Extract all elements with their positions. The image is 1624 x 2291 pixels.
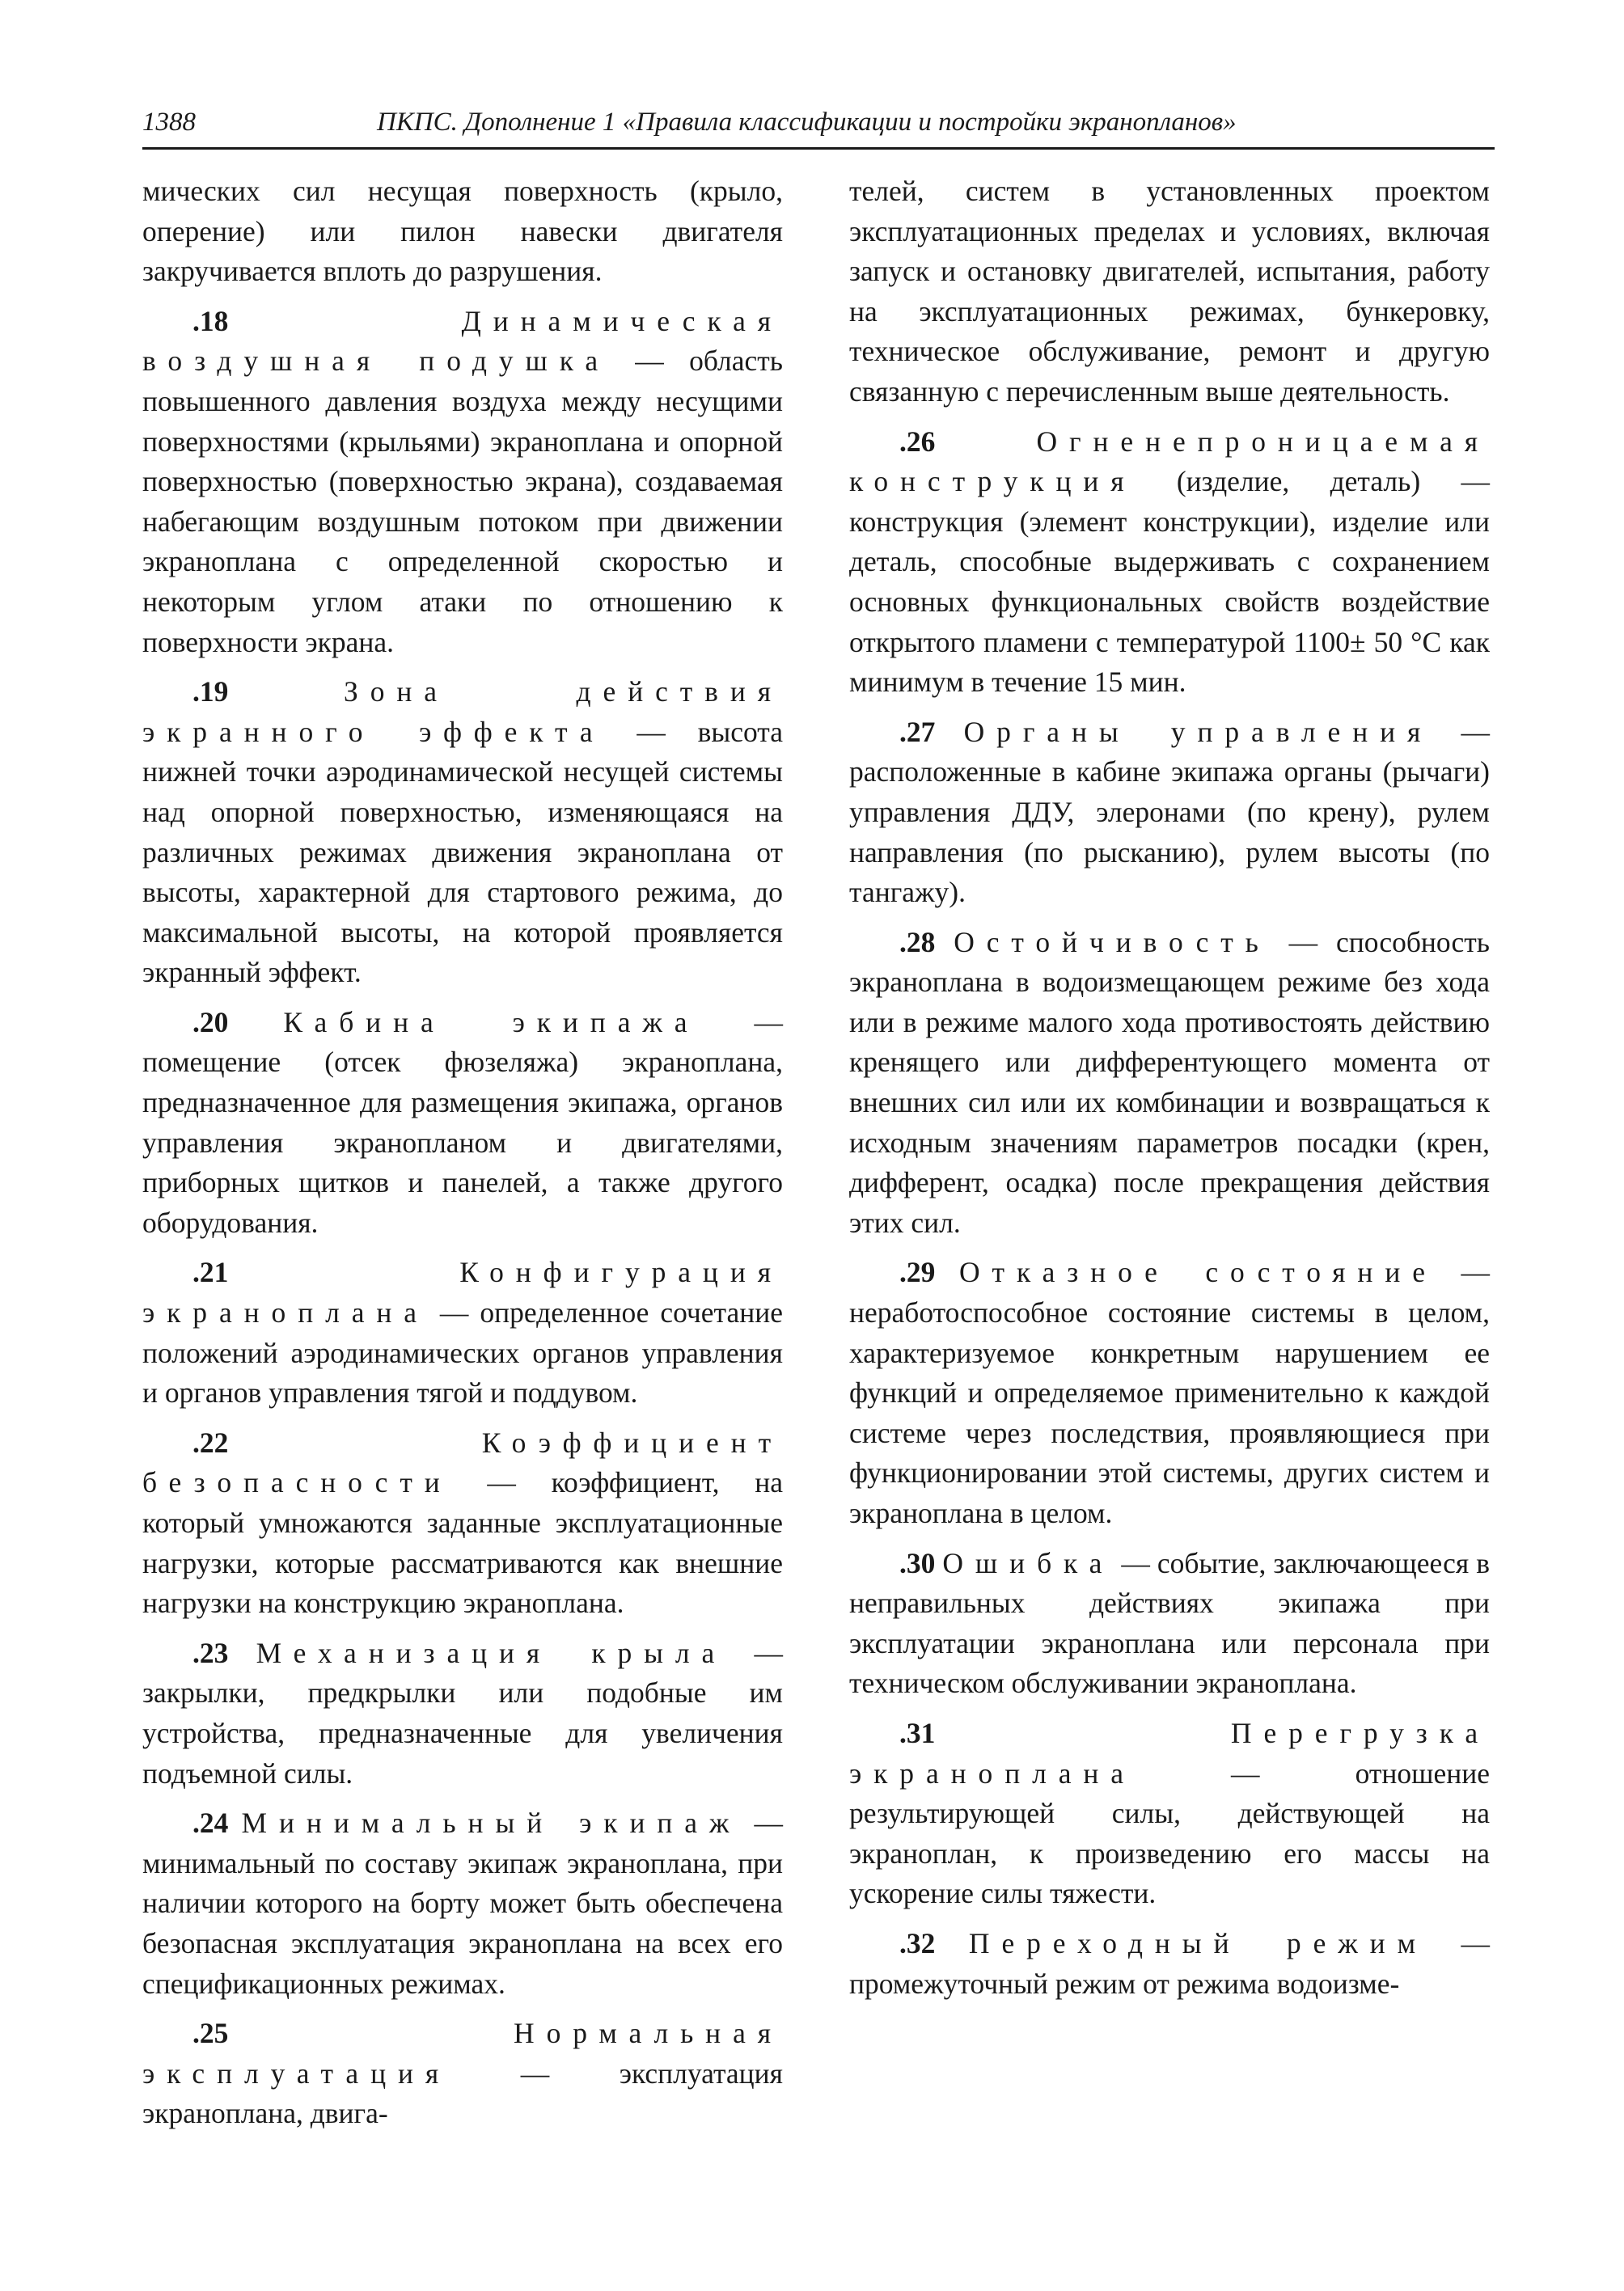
defined-term: Зона действия экранного эффекта <box>142 675 784 748</box>
defined-term: Минимальный экипаж <box>241 1807 742 1840</box>
defined-term: Органы управления <box>963 715 1433 748</box>
definition-text: — неработоспособное состояние системы в целом, характеризуемое конкретным нарушением ее функций и определяемое применительно к каждой системе через последствия, проявляющиеся при функционировании этой системы, других систем и экраноплана в целом. <box>849 1256 1491 1529</box>
definition-text: — отношение результирующей силы, действующей на экраноплан, к произведению его массы на ускорение силы тяжести. <box>849 1756 1490 1910</box>
definition-text: — помещение (отсек фюзеляжа) экраноплана, предназначенное для размещения экипажа, органов управления экранопланом и двигателями, приборных щитков и панелей, а также другого оборудования. <box>142 1005 784 1239</box>
definition-32 <box>849 1924 1490 2004</box>
defined-term: Динамическая воздушная подушка <box>142 304 783 378</box>
definition-29 <box>849 1253 1490 1533</box>
clause-number: .32 <box>899 1926 936 1959</box>
definition-26 <box>849 422 1490 703</box>
definition-text: — промежуточный режим от режима водоизме- <box>849 1926 1490 2000</box>
definition-25 <box>142 2014 783 2134</box>
defined-term: Нормальная эксплуатация <box>142 2017 783 2090</box>
defined-term: Огненепроницаемая конструкция <box>849 425 1490 498</box>
definition-23 <box>142 1634 783 1794</box>
definition-text: — событие, заключающееся в неправильных действиях экипажа при эксплуатации экраноплана или персонала при техническом обслуживании экраноплана. <box>849 1546 1491 1700</box>
clause-number: .25 <box>192 2017 229 2050</box>
definition-text: — закрылки, предкрылки или подобные им устройства, предназначенные для увеличения подъемной силы. <box>142 1636 783 1790</box>
definition-text: телей, систем в установленных проектом эксплуатационных пределах и условиях, включая запуск и остановку двигателей, испытания, работу на эксплуатационных режимах, бункеровку, техническое обслуживание, ремонт и другую связанную с перечисленным выше деятельность. <box>849 175 1490 408</box>
definition-text: — высота нижней точки аэродинамической несущей системы над опорной поверхностью, изменяющаяся на различных режимах движения экраноплана от высоты, характерной для стартового режима, до максимальной высоты, на которой проявляется экранный эффект. <box>142 715 783 989</box>
page-number: 1388 <box>142 108 196 137</box>
clause-number: .29 <box>899 1256 936 1289</box>
defined-term: Переходный режим <box>968 1926 1427 1959</box>
clause-number: .26 <box>899 425 936 458</box>
definition-text: — определенное сочетание положений аэродинамических органов управления и органов управления тягой и поддувом. <box>142 1296 783 1410</box>
definition-text: — расположенные в кабине экипажа органы (рычаги) управления ДДУ, элеронами (по крену), рулем направления (по рысканию), рулем высоты (по тангажу). <box>849 715 1490 909</box>
definition-text: — эксплуатация экраноплана, двига- <box>142 2056 783 2130</box>
definition-text: — минимальный по составу экипаж экраноплана, при наличии которого на борту может быть обеспечена безопасная эксплуатация экраноплана на всех его спецификационных режимах. <box>142 1807 783 2000</box>
definition-31 <box>849 1714 1490 1914</box>
definition-text: (изделие, деталь) — конструкция (элемент конструкции), изделие или деталь, способные выдерживать с сохранением основных функциональных свойств воздействие открытого пламени с температурой 1100± 50 °С как минимум в течение 15 мин. <box>849 465 1490 699</box>
left-column <box>142 171 783 2144</box>
clause-number: .28 <box>899 925 936 958</box>
clause-number: .21 <box>192 1256 229 1289</box>
definition-27 <box>849 712 1490 913</box>
defined-term: Остойчивость <box>954 925 1271 958</box>
defined-term: Кабина экипажа <box>283 1005 700 1038</box>
defined-term: Конфигурация экраноплана <box>142 1256 783 1329</box>
running-title: ПКПС. Дополнение 1 «Правила классификации и постройки экранопланов» <box>377 108 1237 137</box>
defined-term: Механизация крыла <box>256 1636 727 1669</box>
clause-number: .27 <box>899 715 936 748</box>
definition-text: мических сил несущая поверхность (крыло, оперение) или пилон навески двигателя закручивается вплоть до разрушения. <box>142 175 783 288</box>
clause-number: .22 <box>192 1426 229 1459</box>
right-column <box>849 171 1490 2014</box>
definition-24 <box>142 1803 783 2004</box>
definition-21 <box>142 1253 783 1413</box>
clause-number: .31 <box>899 1716 936 1749</box>
defined-term: Перегрузка экраноплана <box>849 1716 1490 1790</box>
clause-number: .24 <box>192 1807 229 1840</box>
definition-22 <box>142 1423 783 1624</box>
definition-19 <box>142 672 783 993</box>
clause-number: .23 <box>192 1636 229 1669</box>
clause-number: .30 <box>899 1546 936 1579</box>
clause-number: .20 <box>192 1005 229 1038</box>
page-header <box>142 97 1495 150</box>
paragraph <box>142 171 783 292</box>
defined-term: Отказное состояние <box>958 1256 1437 1289</box>
definition-30 <box>849 1544 1490 1704</box>
paragraph <box>849 171 1490 412</box>
definition-20 <box>142 1003 783 1244</box>
definition-18 <box>142 302 783 662</box>
clause-number: .18 <box>192 304 229 337</box>
definition-text: — способность экраноплана в водоизмещающем режиме без хода или в режиме малого хода противостоять действию кренящего или дифферентующего момента от внешних сил или их комбинации и возвращаться к исходным значениям параметров посадки (крен, дифферент, осадка) после прекращения действия этих сил. <box>849 925 1490 1239</box>
clause-number: .19 <box>192 675 229 708</box>
defined-term: Ошибка <box>942 1546 1114 1579</box>
definition-text: — коэффициент, на который умножаются заданные эксплуатационные нагрузки, которые рассматриваются как внешние нагрузки на конструкцию экраноплана. <box>142 1466 783 1620</box>
definition-28 <box>849 923 1490 1244</box>
defined-term: Коэффициент безопасности <box>142 1426 783 1499</box>
definition-text: — область повышенного давления воздуха между несущими поверхностями (крыльями) экраноплана и опорной поверхностью (поверхностью экрана), создаваемая набегающим воздушным потоком при движении экраноплана с определенной скоростью и некоторым углом атаки по отношению к поверхности экрана. <box>142 344 783 658</box>
